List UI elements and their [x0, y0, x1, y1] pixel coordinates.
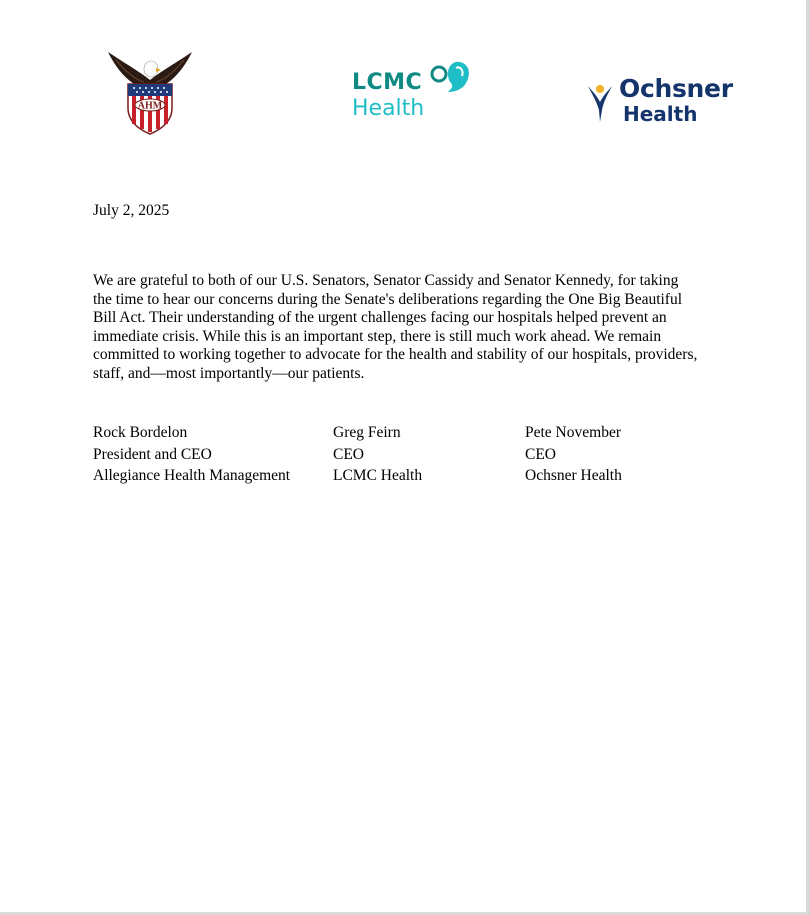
- ochsner-person-icon: [586, 80, 614, 124]
- allegiance-health-logo: [104, 50, 196, 138]
- signature-block-feirn: [333, 422, 422, 487]
- signature-block-november: [525, 422, 622, 487]
- signatory-organization: LCMC Health: [333, 467, 423, 484]
- letter-body-line: Bill Act. Their understanding of the urgent challenges facing our hospitals helped prevent an: [93, 309, 667, 326]
- lcmc-heart-icon: [430, 58, 472, 96]
- signatory-name: Pete November: [525, 424, 621, 441]
- lcmc-logo-health: Health: [352, 96, 425, 121]
- ochsner-logo-health: Health: [623, 102, 698, 126]
- signatory-organization: Allegiance Health Management: [93, 467, 291, 484]
- signature-block-bordelon: [93, 422, 290, 487]
- letter-body-line: immediate crisis. While this is an important step, there is still much work ahead. We remain: [93, 327, 662, 345]
- lcmc-health-logo: [352, 58, 477, 128]
- signatory-title: CEO: [333, 445, 364, 463]
- letter-date: July 2, 2025: [93, 202, 170, 219]
- signatory-title: President and CEO: [93, 445, 212, 463]
- eagle-shield-icon: [104, 50, 196, 138]
- ochsner-logo-wordmark: Ochsner: [619, 74, 733, 103]
- letter-body-line: the time to hear our concerns during the Senate's deliberations regarding the One Big Beautiful: [93, 290, 683, 308]
- signatory-name: Greg Feirn: [333, 424, 401, 441]
- letter-body: [93, 272, 723, 383]
- viewer-scroll-edge[interactable]: [806, 0, 810, 915]
- signatory-name: Rock Bordelon: [93, 424, 188, 441]
- svg-text:AHM: AHM: [137, 100, 163, 112]
- letter-body-line: We are grateful to both of our U.S. Senators, Senator Cassidy and Senator Kennedy, for taking: [93, 272, 679, 289]
- letter-body-line: staff, and—most importantly—our patients.: [93, 364, 365, 382]
- letter-body-line: committed to working together to advocate for the health and stability of our hospitals, providers,: [93, 346, 698, 363]
- signatory-title: CEO: [525, 445, 556, 463]
- ochsner-health-logo: [586, 76, 746, 130]
- signatory-organization: Ochsner Health: [525, 467, 622, 484]
- lcmc-logo-wordmark: LCMC: [352, 70, 423, 95]
